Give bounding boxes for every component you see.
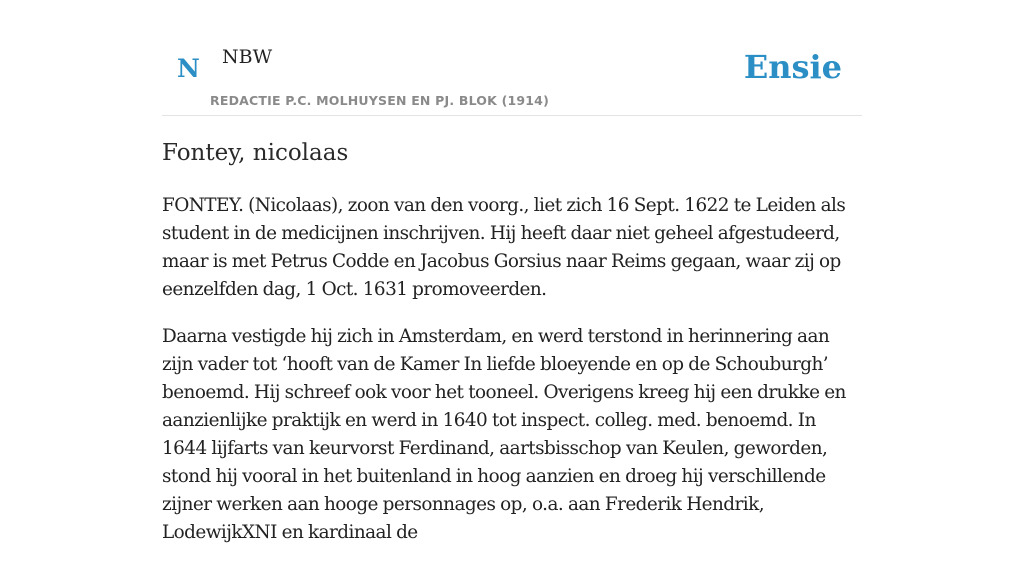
article-title: Fontey, nicolaas — [162, 140, 349, 166]
brand-logo[interactable]: Ensie — [743, 48, 842, 86]
page — [162, 0, 862, 543]
source-subtitle: REDACTIE P.C. MOLHUYSEN EN PJ. BLOK (1914) — [210, 93, 549, 108]
article-paragraph: Daarna vestigde hij zich in Amsterdam, en werd terstond in herinnering aan zijn vader tot ‘hooft van de Kamer In liefde bloeyende en op de Schouburgh’ benoemd. Hij schreef ook voor het tooneel. Overigens kreeg hij een drukke en aanzienlijke praktijk en werd in 1640 tot inspect. colleg. med. benoemd. In 1644 lijfarts van keurvorst Ferdinand, aartsbisschop van Keulen, geworden, stond hij vooral in het buitenland in hoog aanzien en droeg hij verschillende zijner werken aan hooge personnages op, o.a. aan Frederik Hendrik, LodewijkXNI en kardinaal de — [162, 326, 846, 543]
source-logo[interactable]: N — [177, 54, 200, 83]
source-title[interactable]: NBW — [222, 46, 273, 68]
source-header — [162, 0, 862, 116]
article-body — [162, 192, 862, 566]
article-paragraph: FONTEY. (Nicolaas), zoon van den voorg., liet zich 16 Sept. 1622 te Leiden als student in de medicijnen inschrijven. Hij heeft daar niet geheel afgestudeerd, maar is met Petrus Codde en Jacobus Gorsius naar Reims gegaan, waar zij op eenzelfden dag, 1 Oct. 1631 promoveerden. — [162, 195, 846, 300]
